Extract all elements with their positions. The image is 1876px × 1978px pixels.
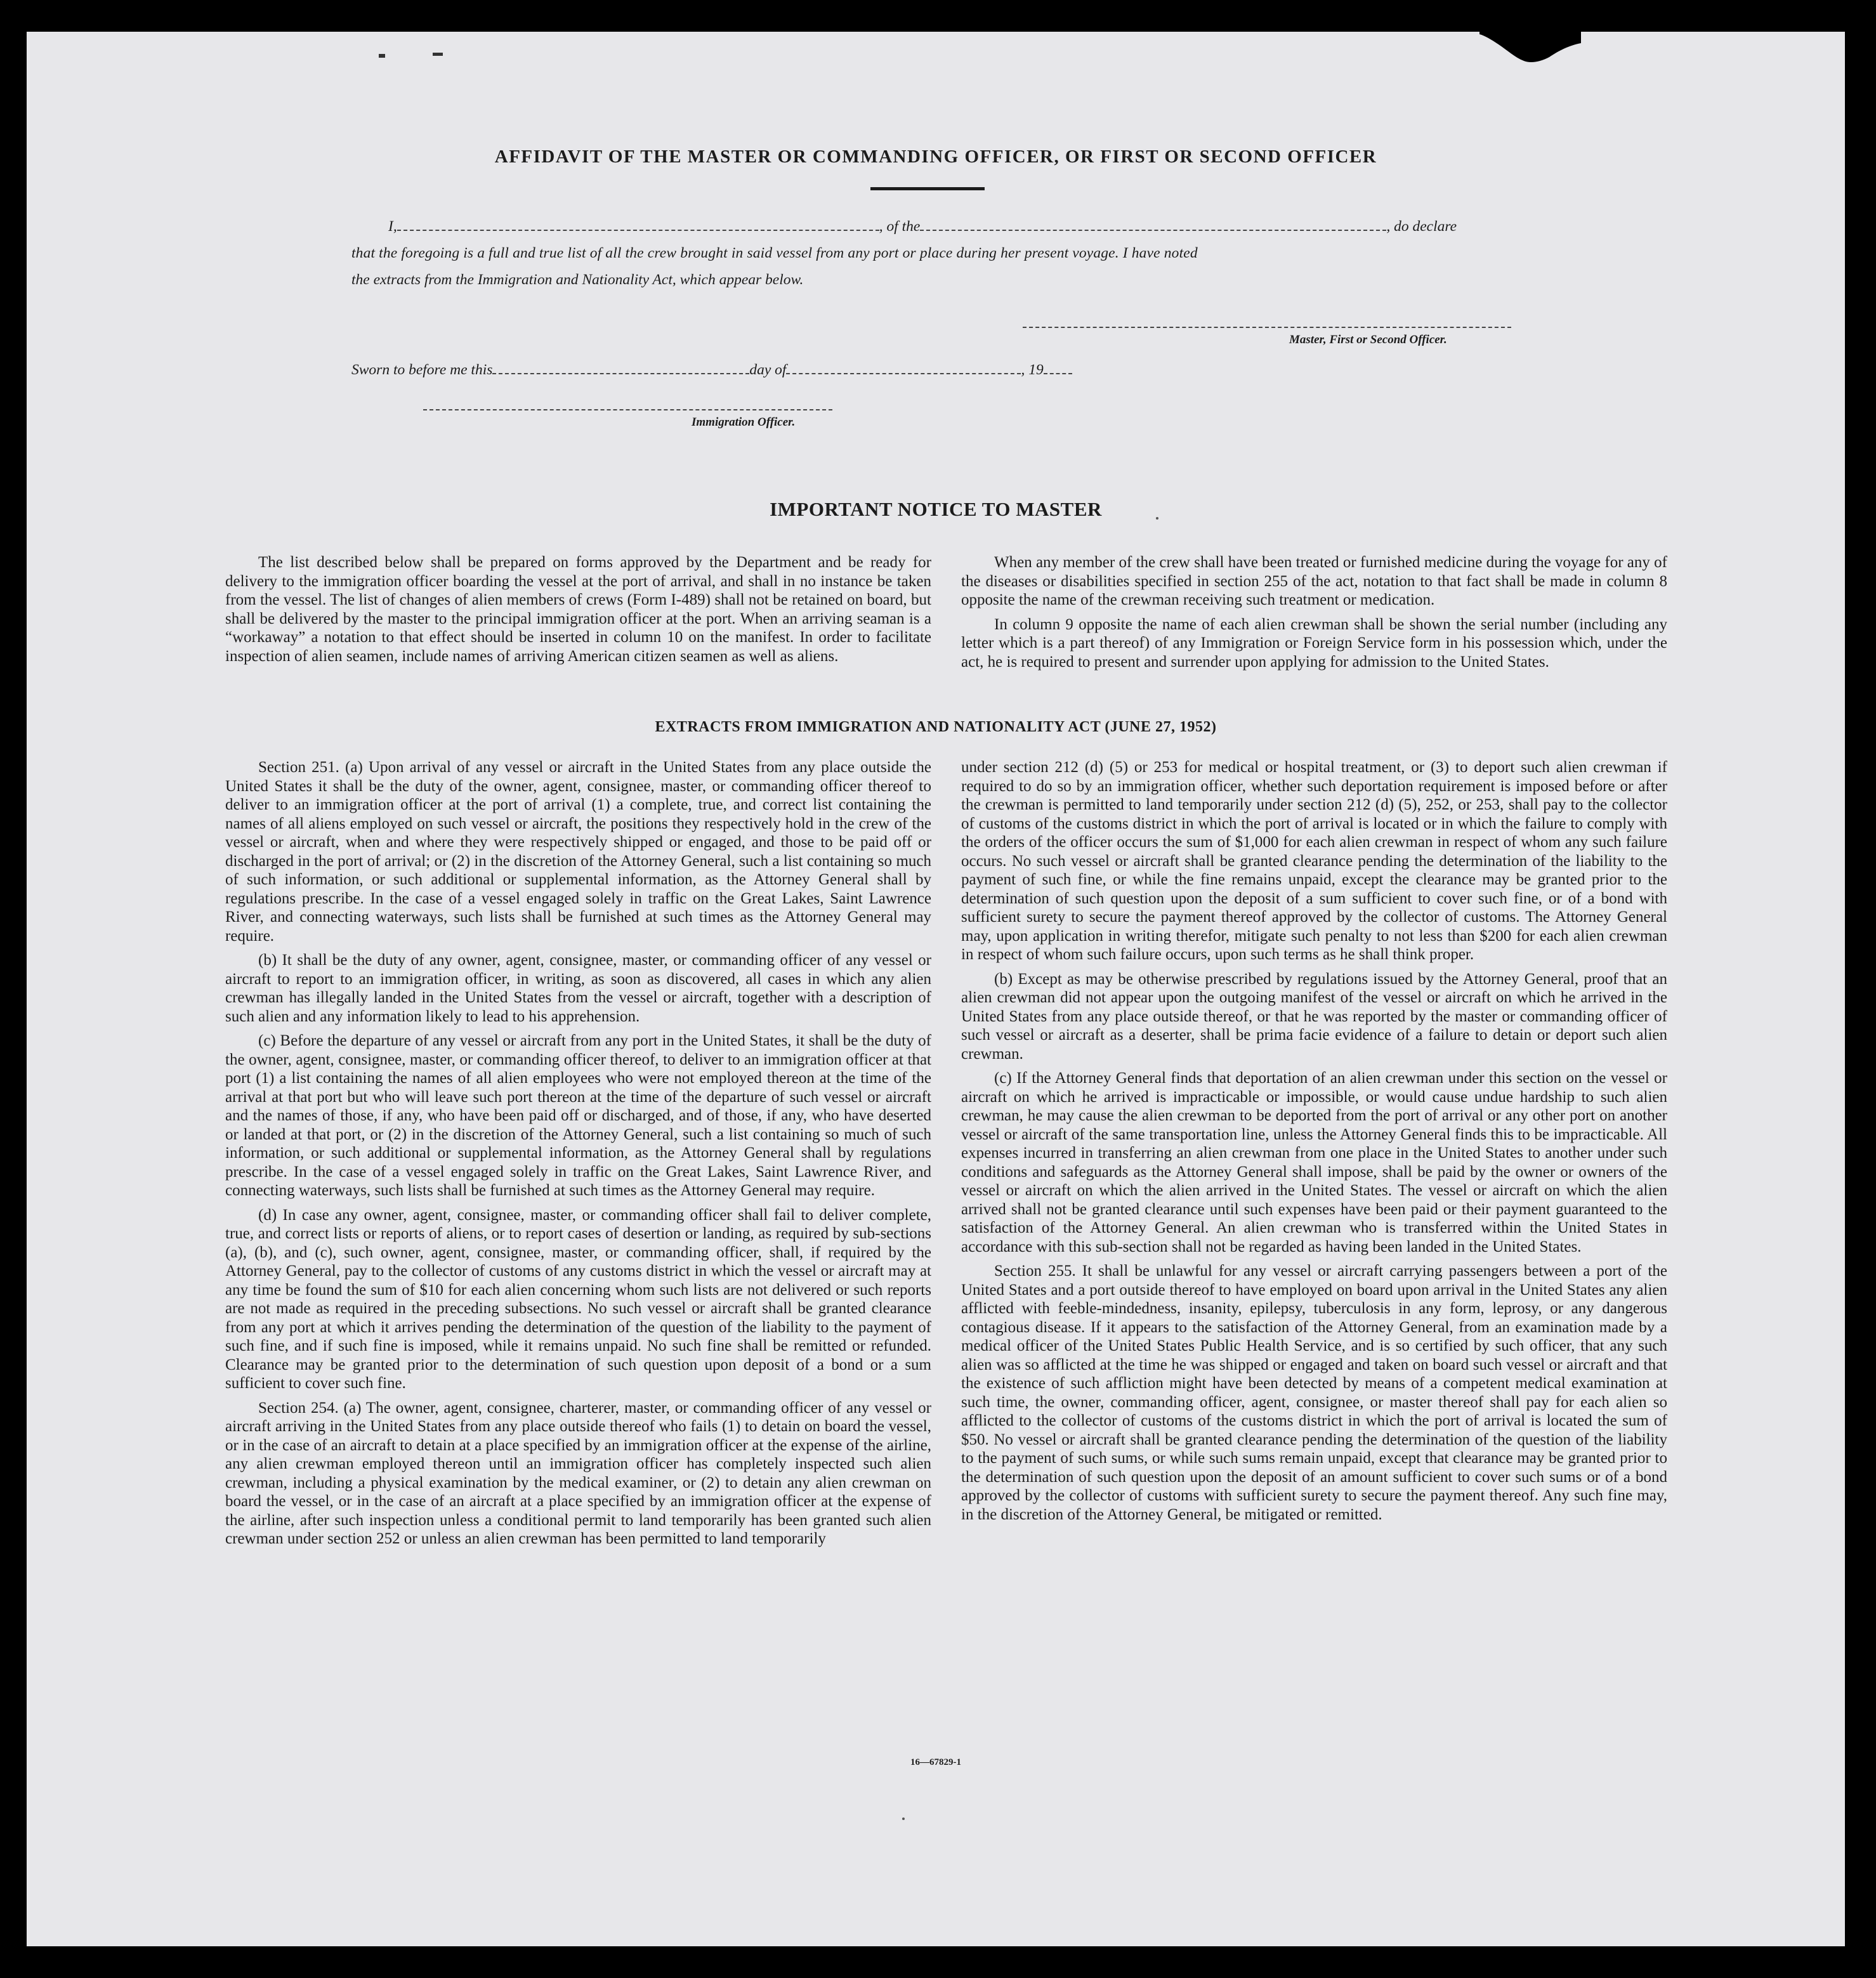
section-254c: (c) If the Attorney General finds that deportation of an alien crewman under this section on the vessel or aircraft on which he arrived is impracticable or impossible, or would cause undue hardship to such alien crewman, he may cause the alien crewman to be deported from the port of arrival or any other port on another vessel or aircraft of the same transportation line, unless the Attorney General finds this to be impracticable. All expenses incurred in transferring an alien crewman from one place in the United States to another under such conditions and safeguards as the Attorney General shall impose, shall be paid by the owner or owners of the vessel or aircraft on which the alien arrived in the United States. The vessel or aircraft on which the alien arrived shall not be granted clearance until such expenses have been paid or their payment guaranteed to the satisfaction of the Attorney General. An alien crewman who is transferred within the United States in accordance with this sub-section shall not be regarded as having been landed in the United States. (961, 1070, 1667, 1255)
torn-corner (1479, 32, 1581, 76)
notice-right-paragraph-1: When any member of the crew shall have been treated or furnished medicine during the voyage for any of the diseases or disabilities specified in section 255 of the act, notation to that fact shall be made in column 8 opposite the name of the crewman receiving such treatment or medication. (961, 554, 1667, 608)
ink-speck (379, 54, 385, 58)
master-signature-label: Master, First or Second Officer. (1289, 333, 1447, 346)
section-255: Section 255. It shall be unlawful for any vessel or aircraft carrying passengers between a port of the United States and a port outside thereof to have employed on board upon arrival in the United States any alien afflicted with feeble-mindedness, insanity, epilepsy, tuberculosis in any form, leprosy, or any dangerous contagious disease. If it appears to the satisfaction of the Attorney General, from an examination made by a medical officer of the United States Public Health Service, and is so certified by such officer, that any such alien was so afflicted at the time he was shipped or engaged and taken on board such vessel or aircraft and that the existence of such affliction might have been detected by means of a competent medical examination at such time, the owner, commanding officer, agent, consignee, or master thereof shall pay for each alien so afflicted to the collector of customs of the customs district in which the port of arrival is located the sum of $50. No vessel or aircraft shall be granted clearance pending the determination of the question of the liability to the payment of such sums, or while such sums remain unpaid, except that clearance may be granted prior to the determination of such question upon the deposit of an amount sufficient to cover such sums or of a bond approved by the collector of customs with sufficient surety to secure the payment thereof. Any such fine may, in the discretion of the Attorney General, be mitigated or remitted. (961, 1262, 1667, 1523)
notice-right-column (961, 553, 1667, 677)
extracts-right-column (961, 758, 1667, 1529)
section-254a-part-1: Section 254. (a) The owner, agent, consignee, charterer, master, or commanding officer of any vessel or aircraft arriving in the United States from any place outside thereof who fails (1) to detain on board the vessel, or in the case of an aircraft to detain at a place specified by an immigration officer at the expense of the airline, any alien crewman employed thereon until an immigration officer has completely inspected such alien crewman, including a physical examination by the medical examiner, or (2) to detain any alien crewman on board the vessel, or in the case of an aircraft at a place specified by an immigration officer at the expense of the airline, after such inspection unless a conditional permit to land temporarily has been granted such alien crewman under section 252 or unless an alien crewman has been permitted to land temporarily (225, 1399, 931, 1547)
section-251c: (c) Before the departure of any vessel or aircraft from any port in the United States, it shall be the duty of the owner, agent, consignee, master, or commanding officer thereof, to deliver to an immigration officer at that port (1) a list containing the names of all alien employees who were not employed thereon at the time of the arrival at that port but who will leave such port thereon at the time of the departure of such vessel or aircraft and the names of those, if any, who have been paid off or discharged, and of those, if any, who have deserted or landed at that port, or (2) in the discretion of the Attorney General, such a list containing so much of such information, or such additional or supplemental information, as the Attorney General shall by regulations prescribe. In the case of a vessel engaged solely in traffic on the Great Lakes, Saint Lawrence River, and connecting waterways, such lists shall be furnished at such times as the Attorney General may require. (225, 1032, 931, 1199)
notice-left-paragraph: The list described below shall be prepared on forms approved by the Department and be ready for delivery to the immigration officer boarding the vessel at the port of arrival, and shall in no instance be taken from the vessel. The list of changes of alien members of crews (Form I-489) shall not be retained on board, but shall be delivered by the master to the principal immigration officer at the port. When an arriving seaman is a “workaway” a notation to that effect should be inserted in column 10 on the manifest. In order to facilitate inspection of alien seamen, include names of arriving American citizen seamen as well as aliens. (225, 554, 931, 665)
section-254b: (b) Except as may be otherwise prescribed by regulations issued by the Attorney General, proof that an alien crewman did not appear upon the outgoing manifest of the vessel or aircraft on which he arrived in the United States from any place outside thereof, or that he was reported by the master or commanding officer of such vessel or aircraft as a deserter, shall be prima facie evidence of a failure to detain or deport such alien crewman. (961, 970, 1667, 1063)
immigration-officer-signature-line[interactable] (423, 409, 832, 410)
title-rule (870, 187, 985, 190)
day-of-label: day of (749, 362, 787, 378)
section-254a-part-2: under section 212 (d) (5) or 253 for medical or hospital treatment, or (3) to deport such alien crewman if required to do so by an immigration officer, whether such deportation requirement is imposed before or after the crewman is permitted to land temporarily under section 212 (d) (5), 252, or 253, shall pay to the collector of customs of the customs district in which the port of arrival is located or in which the failure to comply with the orders of the officer occurs the sum of $1,000 for each alien crewman in respect of whom any such failure occurs. No such vessel or aircraft shall be granted clearance pending the determination of the liability to the payment of such fine, or while the fine remains unpaid, except the clearance may be granted prior to the determination of such question upon the deposit of a sum sufficient to cover such fine, or of a bond with sufficient surety to secure the payment thereof approved by the collector of customs. The Attorney General may, upon application in writing therefor, mitigate such penalty to not less than $200 for each alien crewman in respect of whom such failure occurs, upon such terms as he shall think proper. (961, 759, 1667, 963)
notice-title: IMPORTANT NOTICE TO MASTER (770, 498, 1102, 520)
i-prefix: I, (388, 218, 397, 235)
extracts-title: EXTRACTS FROM IMMIGRATION AND NATIONALITY ACT (JUNE 27, 1952) (655, 719, 1217, 735)
notice-left-column (225, 553, 931, 671)
section-251a: Section 251. (a) Upon arrival of any vessel or aircraft in the United States from any place outside the United States it shall be the duty of the owner, agent, consignee, master, or commanding officer thereof to deliver to an immigration officer at the port of arrival (1) a complete, true, and correct list containing the names of all aliens employed on such vessel or aircraft, the positions they respectively hold in the crew of the vessel or aircraft, when and where they were respectively shipped or engaged, and those to be paid off or discharged in the port of arrival; or (2) in the discretion of the Attorney General, such a list containing so much of such information, or such additional or supplemental information, as the Attorney General shall by regulations prescribe. In the case of a vessel engaged solely in traffic on the Great Lakes, Saint Lawrence River, and connecting waterways, such lists shall be furnished at such times as the Attorney General may require. (225, 759, 931, 945)
speck (902, 1818, 905, 1820)
form-code: 16—67829-1 (910, 1757, 961, 1767)
sworn-prefix: Sworn to before me this (351, 362, 493, 378)
affidavit-declare-line (388, 218, 1457, 235)
sworn-month-blank[interactable] (786, 362, 1021, 374)
of-the-label: , of the (879, 218, 921, 235)
extracts-left-column (225, 758, 931, 1554)
ink-speck (433, 53, 443, 56)
sworn-day-blank[interactable] (492, 362, 749, 374)
do-declare-label: , do declare (1386, 218, 1457, 235)
affidavit-title: AFFIDAVIT OF THE MASTER OR COMMANDING OFFICER, OR FIRST OR SECOND OFFICER (494, 147, 1377, 167)
year-prefix: , 19 (1021, 362, 1044, 378)
sworn-line (351, 362, 1072, 379)
section-251b: (b) It shall be the duty of any owner, agent, consignee, master, or commanding officer of any vessel or aircraft to report to an immigration officer, in writing, as soon as discovered, all cases in which any alien crewman has illegally landed in the United States from the vessel or aircraft, together with a description of such alien and any information likely to lead to his apprehension. (225, 952, 931, 1025)
document-page (27, 32, 1845, 1946)
immigration-officer-label: Immigration Officer. (692, 416, 796, 429)
name-blank[interactable] (397, 218, 879, 231)
sworn-year-blank[interactable] (1044, 362, 1072, 374)
speck (1156, 517, 1158, 520)
affidavit-body-line-2: the extracts from the Immigration and Nationality Act, which appear below. (351, 272, 804, 288)
affidavit-body-line-1: that the foregoing is a full and true list of all the crew brought in said vessel from any port or place during her present voyage. I have noted (351, 245, 1198, 261)
vessel-blank[interactable] (920, 218, 1386, 231)
notice-right-paragraph-2: In column 9 opposite the name of each alien crewman shall be shown the serial number (including any letter which is a part thereof) of any Immigration or Foreign Service form in his possession which, under the act, he is required to present and surrender upon applying for admission to the United States. (961, 615, 1667, 671)
section-251d: (d) In case any owner, agent, consignee, master, or commanding officer shall fail to deliver complete, true, and correct lists or reports of aliens, or to report cases of desertion or landing, as required by sub-sections (a), (b), and (c), such owner, agent, consignee, master, or commanding officer, shall, if required by the Attorney General, pay to the collector of customs of any customs district in which the vessel or aircraft may at any time be found the sum of $10 for each alien concerning whom such lists are not delivered or such reports are not made as required in the preceding subsections. No such vessel or aircraft shall be granted clearance from any port at which it arrives pending the determination of the question of the liability to the payment of such fine, and if such fine is imposed, while it remains unpaid. No such fine shall be remitted or refunded. Clearance may be granted prior to the determination of such question upon deposit of a bond or a sum sufficient to cover such fine. (225, 1206, 931, 1392)
master-signature-line[interactable] (1023, 327, 1511, 328)
